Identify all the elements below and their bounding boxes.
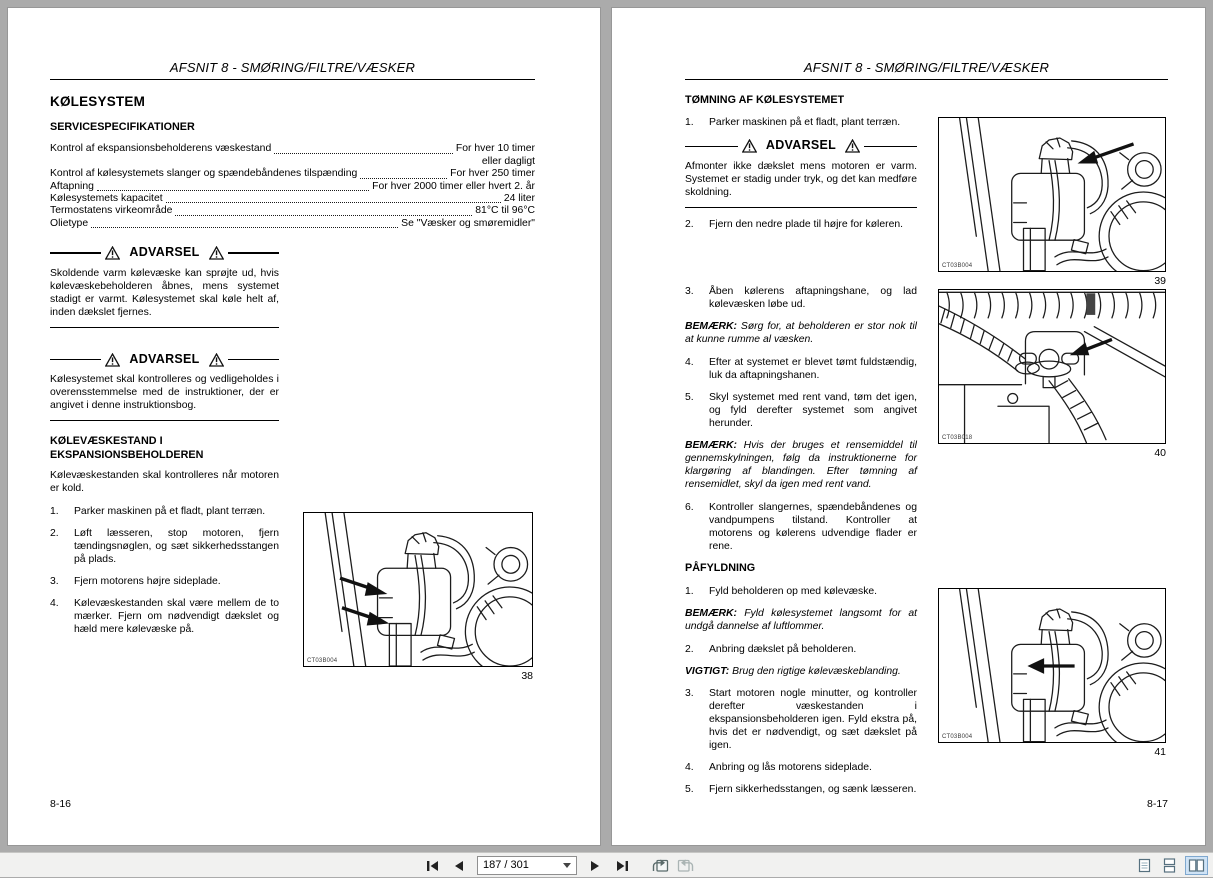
spec-row [50, 143, 535, 155]
spec-label: Kontrol af ekspansionsbeholderens væskestand [50, 143, 272, 155]
figure-frame [938, 117, 1166, 272]
facing-pages-view-icon [1188, 858, 1205, 873]
warning-title: ADVARSEL [765, 138, 837, 153]
subsection-title: SERVICESPECIFIKATIONER [50, 120, 195, 133]
dot-leader [175, 215, 472, 216]
warning-triangle-icon [845, 139, 860, 153]
dot-leader [360, 178, 447, 179]
continuous-view-button[interactable] [1160, 856, 1179, 875]
subsection-title: PÅFYLDNING [685, 562, 756, 575]
note-text: Hvis der bruges et rensemiddel til gennemskylningen, følg da instruktionerne for klargøring af blandingen. Efter tømning af rensemidlet, skyl da igen med rent vand. [685, 440, 917, 491]
expansion-tank-drawing [939, 589, 1165, 742]
first-page-button[interactable] [423, 857, 441, 875]
note-text: Sørg for, at beholderen er stor nok til at kunne rumme al væsken. [685, 321, 917, 346]
warning-rule-right [864, 146, 917, 147]
page-layout-buttons [1135, 853, 1208, 878]
figure-frame [938, 289, 1166, 444]
next-page-icon [590, 860, 600, 872]
header-rule [50, 79, 535, 80]
step-number: 3. [685, 286, 694, 298]
warning-box [50, 352, 279, 422]
pointer-arrow [1070, 339, 1112, 355]
figure-code: CT03B018 [942, 435, 973, 441]
spec-label: Aftapning [50, 180, 94, 192]
warning-box [685, 138, 917, 208]
expansion-tank-drawing [939, 118, 1165, 271]
spec-value: 24 liter [503, 192, 535, 204]
numbered-list [50, 505, 279, 636]
viewer-toolbar [0, 852, 1213, 877]
warning-header [50, 245, 279, 261]
page-number: 8-17 [1146, 798, 1168, 810]
warning-text: Afmonter ikke dækslet mens motoren er varm. Systemet er stadig under tryk, og det kan medføre skoldning. [685, 160, 917, 208]
first-page-icon [426, 860, 439, 872]
spec-row [50, 205, 535, 217]
note-paragraph [685, 320, 917, 346]
note-paragraph [685, 439, 917, 491]
spec-label: Kølesystemets kapacitet [50, 192, 163, 204]
step-number: 2. [685, 219, 694, 231]
dot-leader [97, 190, 369, 191]
spec-value: For hver 10 timer [455, 143, 535, 155]
list-item [685, 585, 917, 598]
page-header: AFSNIT 8 - SMØRING/FILTRE/VÆSKER [803, 60, 1050, 75]
chevron-down-icon [563, 863, 571, 868]
list-item [50, 505, 279, 518]
previous-page-button[interactable] [450, 857, 468, 875]
step-text: Anbring dækslet på beholderen. [709, 643, 857, 655]
spec-row [50, 181, 535, 193]
facing-pages-view-button[interactable] [1185, 856, 1208, 875]
step-text: Kontroller slangernes, spændebåndenes og vandpumpens tilstand. Kontroller at motorens og kølerens udvendige flader er rene. [709, 502, 917, 553]
figure-frame [303, 512, 533, 667]
next-view-button[interactable] [676, 857, 694, 875]
last-page-button[interactable] [613, 857, 631, 875]
step-number: 3. [50, 576, 59, 588]
step-text: Parker maskinen på et fladt, plant terræn. [74, 506, 266, 518]
dot-leader [166, 202, 501, 203]
step-text: Åben kølerens aftapningshane, og lad kølevæsken løbe ud. [709, 286, 917, 311]
previous-view-icon [652, 858, 669, 873]
page-indicator: 187 / 301 [483, 859, 529, 871]
warning-triangle-icon [209, 246, 224, 260]
list-item [50, 597, 279, 636]
spec-value: Se "Væsker og smøremidler" [401, 217, 535, 229]
warning-box [50, 245, 279, 328]
figure-code: CT03B004 [942, 734, 973, 740]
expansion-tank-drawing [304, 513, 532, 666]
drain-tap-drawing [939, 290, 1165, 443]
next-view-icon [677, 858, 694, 873]
step-text: Løft læsseren, stop motoren, fjern tændingsnøglen, og sæt sikkerhedsstangen på plads. [74, 528, 279, 566]
warning-title: ADVARSEL [129, 245, 200, 260]
step-text: Fjern den nedre plade til højre for køleren. [709, 219, 904, 231]
warning-triangle-icon [209, 353, 224, 367]
step-text: Fyld beholderen op med kølevæske. [709, 585, 878, 597]
warning-header [50, 352, 279, 368]
step-number: 3. [685, 687, 694, 699]
step-number: 1. [685, 585, 694, 597]
step-number: 5. [685, 392, 694, 404]
figure-41 [938, 588, 1166, 758]
list-item [685, 285, 917, 311]
step-number: 1. [685, 117, 694, 129]
warning-text: Kølesystemet skal kontrolleres og vedligeholdes i overensstemmelse med de instruktioner, der er angivet i denne instruktionsbog. [50, 373, 279, 421]
step-number: 2. [685, 643, 694, 655]
warning-header [685, 138, 917, 154]
warning-rule-left [685, 146, 738, 147]
list-item [685, 116, 917, 129]
step-number: 2. [50, 528, 59, 540]
warning-rule-left [50, 252, 101, 253]
dot-leader [91, 227, 398, 228]
step-text: Parker maskinen på et fladt, plant terræn. [709, 117, 901, 129]
list-item [685, 501, 917, 553]
list-item [685, 218, 917, 231]
spec-label: Termostatens virkeområde [50, 205, 173, 217]
header-rule [685, 79, 1168, 80]
paragraph: Kølevæskestanden skal kontrolleres når motoren er kold. [50, 470, 279, 495]
section-title: KØLESYSTEM [50, 94, 146, 109]
previous-view-button[interactable] [651, 857, 669, 875]
step-number: 4. [685, 761, 694, 773]
subsection-title: KØLEVÆSKESTAND I EKSPANSIONSBEHOLDEREN [50, 435, 204, 461]
page-number: 8-16 [50, 798, 72, 810]
spec-value: 81°C til 96°C [475, 205, 535, 217]
spec-row [50, 193, 535, 205]
spec-value-continuation: eller dagligt [481, 155, 535, 167]
warning-rule-right [228, 252, 279, 253]
single-page-view-icon [1138, 858, 1151, 873]
list-item [685, 687, 917, 752]
note-text: Fyld kølesystemet langsomt for at undgå dannelse af luftlommer. [685, 607, 917, 632]
figure-number: 40 [1154, 447, 1166, 459]
warning-triangle-icon [105, 353, 120, 367]
previous-page-icon [454, 860, 464, 872]
warning-rule-left [50, 359, 101, 360]
step-number: 4. [50, 598, 59, 610]
note-label: BEMÆRK: [685, 321, 737, 333]
single-page-view-button[interactable] [1135, 856, 1154, 875]
figure-number: 41 [1154, 746, 1166, 758]
page-navigation [423, 853, 694, 878]
last-page-icon [616, 860, 629, 872]
warning-triangle-icon [105, 246, 120, 260]
step-number: 1. [50, 506, 59, 518]
figure-frame [938, 588, 1166, 743]
warning-rule-right [228, 359, 279, 360]
page-number-select[interactable] [477, 856, 577, 875]
spec-label: Kontrol af kølesystemets slanger og spændebåndenes tilspænding [50, 168, 358, 180]
spec-row [50, 218, 535, 230]
warning-title: ADVARSEL [129, 351, 200, 366]
spec-row [50, 168, 535, 180]
list-item [685, 391, 917, 430]
list-item [685, 783, 917, 796]
figure-code: CT03B004 [942, 263, 973, 269]
continuous-view-icon [1163, 858, 1176, 873]
next-page-button[interactable] [586, 857, 604, 875]
list-item [685, 356, 917, 382]
right-page-content [685, 94, 917, 805]
figure-code: CT03B004 [307, 658, 338, 664]
page-header: AFSNIT 8 - SMØRING/FILTRE/VÆSKER [169, 60, 416, 75]
step-number: 6. [685, 502, 694, 514]
note-paragraph [685, 607, 917, 633]
step-text: Kølevæskestanden skal være mellem de to mærker. Fjern om nødvendigt dækslet og hæld mere kølevæske på. [74, 598, 279, 636]
step-text: Skyl systemet med rent vand, tøm det igen, og fyld derefter systemet som angivet herunder. [709, 392, 917, 430]
spec-value: For hver 2000 timer eller hvert 2. år [372, 180, 535, 192]
step-text: Anbring og lås motorens sideplade. [709, 761, 872, 773]
note-label: BEMÆRK: [685, 607, 737, 619]
list-item [685, 761, 917, 774]
pointer-arrow [1027, 658, 1074, 674]
important-paragraph [685, 665, 917, 678]
subsection-title: TØMNING AF KØLESYSTEMET [685, 94, 845, 106]
important-label: VIGTIGT: [685, 665, 730, 677]
warning-triangle-icon [742, 139, 757, 153]
view-history-buttons [651, 857, 694, 875]
list-item [50, 575, 279, 588]
step-text: Start motoren nogle minutter, og kontroller derefter væskestanden i ekspansionsbeholderen igen. Fyld ekstra på, hvis det er nødvendigt, og sæt dækslet på igen. [709, 687, 917, 751]
pointer-arrow [1078, 144, 1134, 164]
figure-38 [303, 512, 533, 682]
spec-value: For hver 250 timer [450, 168, 535, 180]
warning-text: Skoldende varm kølevæske kan sprøjte ud, hvis kølevæskebeholderen åbnes, mens systemet stadigt er varmt. Kølesystemet skal køle helt af, inden dækslet fjernes. [50, 267, 279, 328]
left-text-column [50, 245, 279, 636]
note-label: BEMÆRK: [685, 440, 737, 452]
list-item [685, 643, 917, 656]
step-text: Fjern sikkerhedsstangen, og sænk læsseren. [709, 783, 917, 795]
step-text: Fjern motorens højre sideplade. [74, 576, 221, 588]
list-item [50, 527, 279, 566]
figure-40 [938, 289, 1166, 459]
step-number: 4. [685, 357, 694, 369]
step-number: 5. [685, 783, 694, 795]
service-spec-list [50, 143, 535, 230]
dot-leader [274, 153, 453, 154]
figure-number: 39 [1154, 275, 1166, 287]
spec-label: Olietype [50, 217, 89, 229]
step-text: Efter at systemet er blevet tømt fuldstændig, luk da aftapningshanen. [709, 357, 917, 382]
figure-39 [938, 117, 1166, 287]
figure-number: 38 [521, 670, 533, 682]
right-page [612, 8, 1205, 845]
important-text: Brug den rigtige kølevæskeblanding. [732, 665, 901, 677]
left-page [8, 8, 600, 845]
